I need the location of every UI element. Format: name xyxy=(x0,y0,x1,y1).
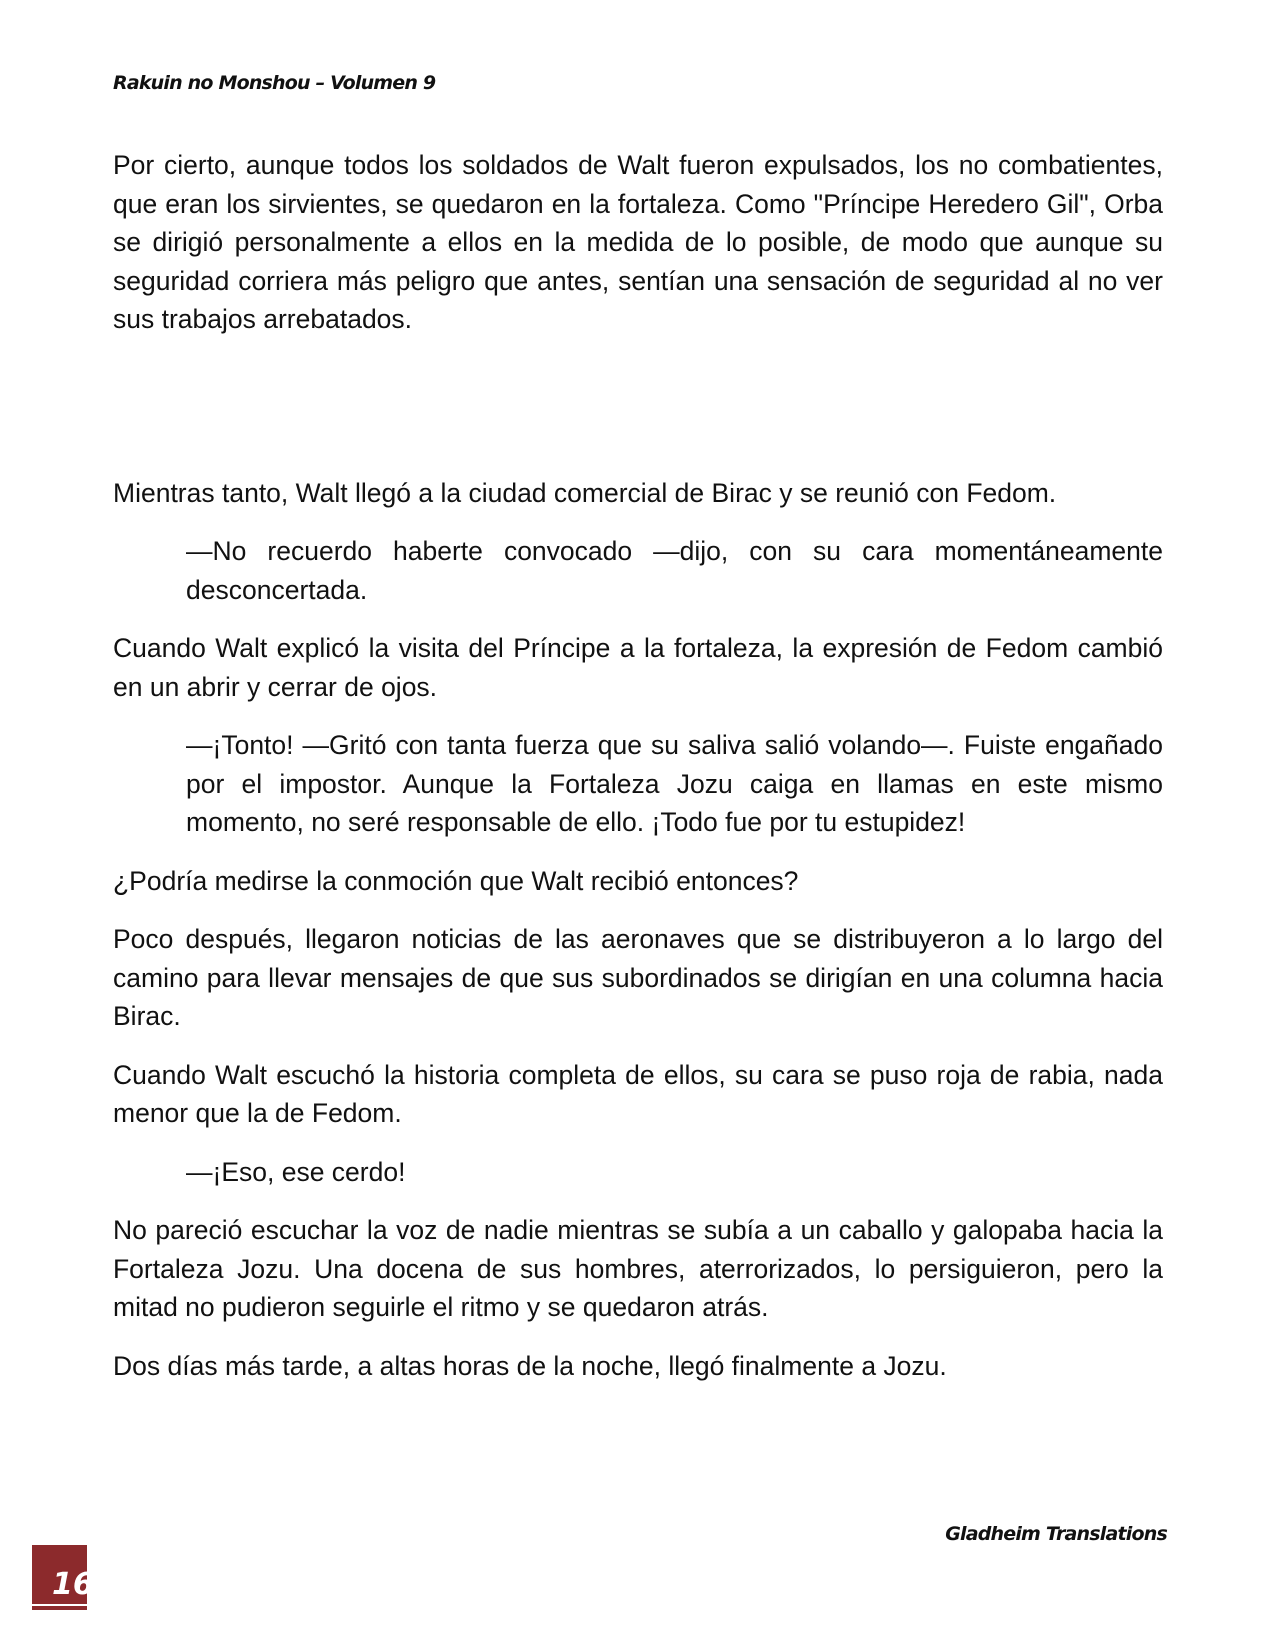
paragraph: Mientras tanto, Walt llegó a la ciudad comercial de Birac y se reunió con Fedom. xyxy=(113,477,1057,508)
paragraph: Por cierto, aunque todos los soldados de Walt fueron expulsados, los no combatientes, que eran los sirvientes, se quedaron en la fortaleza. Como "Príncipe Heredero Gil", Orba se dirigió personalmente a ellos en la medida de lo posible, de modo que aunque su seguridad corriera más peligro que antes, sentían una sensación de seguridad al no ver sus trabajos arrebatados. xyxy=(113,150,1163,334)
running-header-title: Rakuin no Monshou – Volumen 9 xyxy=(113,72,436,94)
dialogue-paragraph: —¡Tonto! —Gritó con tanta fuerza que su saliva salió volando—. Fuiste engañado por el impostor. Aunque la Fortaleza Jozu caiga en llamas en este mismo momento, no seré responsable de ello. ¡Todo fue por tu estupidez! xyxy=(186,730,1163,837)
paragraph: Dos días más tarde, a altas horas de la noche, llegó finalmente a Jozu. xyxy=(113,1350,947,1381)
page-number-badge xyxy=(32,1545,94,1610)
dialogue-paragraph: —No recuerdo haberte convocado —dijo, con su cara momentáneamente desconcertada. xyxy=(186,536,1163,605)
paragraph: Cuando Walt escuchó la historia completa de ellos, su cara se puso roja de rabia, nada menor que la de Fedom. xyxy=(113,1059,1163,1128)
page-number-underline xyxy=(32,1604,87,1606)
paragraph: No pareció escuchar la voz de nadie mientras se subía a un caballo y galopaba hacia la Fortaleza Jozu. Una docena de sus hombres, aterrorizados, lo persiguieron, pero la mitad no pudieron seguirle el ritmo y se quedaron atrás. xyxy=(113,1215,1163,1322)
paragraph: Cuando Walt explicó la visita del Príncipe a la fortaleza, la expresión de Fedom cambió en un abrir y cerrar de ojos. xyxy=(113,633,1163,702)
dialogue-paragraph: —¡Eso, ese cerdo! xyxy=(186,1156,406,1187)
paragraph: ¿Podría medirse la conmoción que Walt recibió entonces? xyxy=(113,865,799,896)
document-body xyxy=(113,146,1163,1405)
running-footer-credit: Gladheim Translations xyxy=(945,1523,1167,1545)
page-number: 16 xyxy=(52,1567,94,1602)
paragraph: Poco después, llegaron noticias de las aeronaves que se distribuyeron a lo largo del camino para llevar mensajes de que sus subordinados se dirigían en una columna hacia Birac. xyxy=(113,924,1163,1031)
